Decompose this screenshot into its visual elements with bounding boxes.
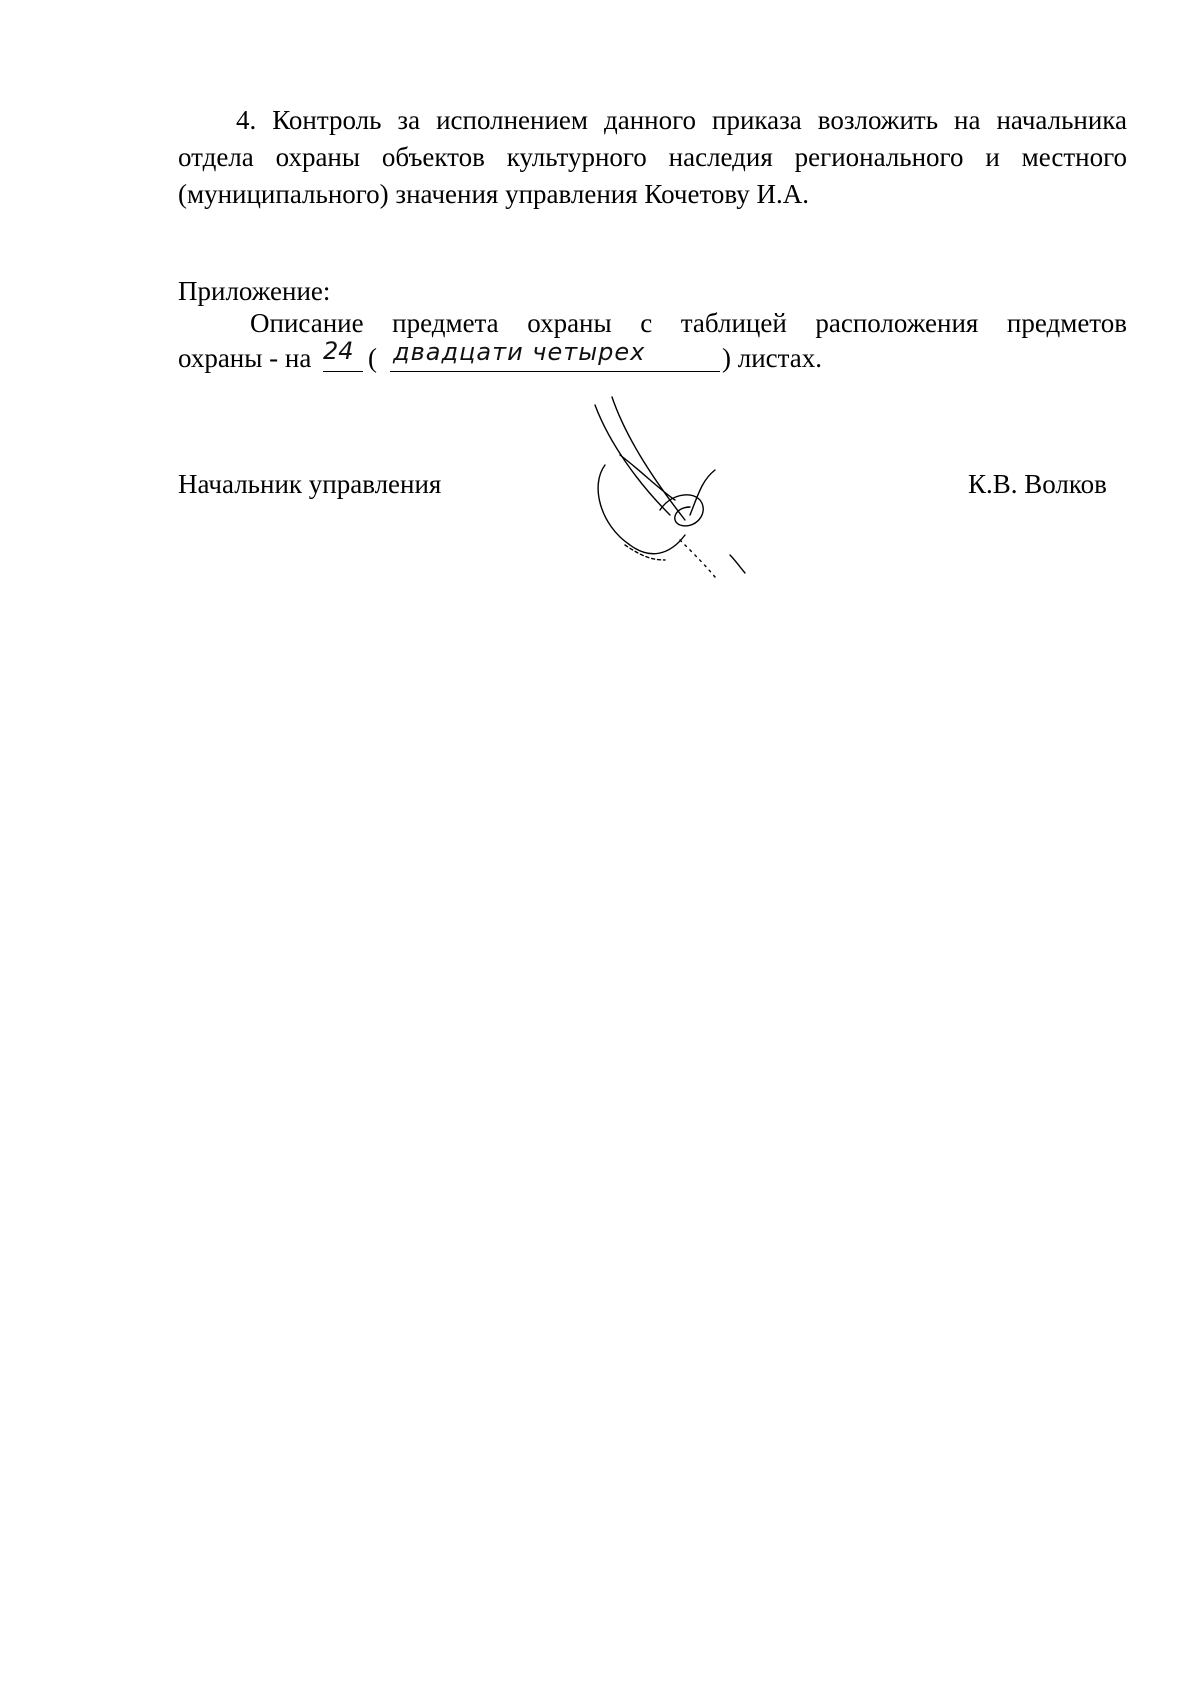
handwritten-sheet-count-words: двадцати четырех bbox=[393, 338, 646, 366]
appendix-heading: Приложение: bbox=[178, 276, 331, 306]
handwritten-signature bbox=[590, 395, 790, 580]
appendix-paren-open: ( bbox=[368, 343, 377, 373]
appendix-line-2-prefix: охраны - на bbox=[178, 343, 312, 373]
signatory-name: К.В. Волков bbox=[968, 469, 1107, 499]
signatory-title: Начальник управления bbox=[178, 469, 442, 499]
paragraph-4-line-3: (муниципального) значения управления Кочетову И.А. bbox=[178, 179, 809, 209]
paragraph-4-line-1: 4. Контроль за исполнением данного приказа возложить на начальника bbox=[236, 105, 1127, 135]
paragraph-4-line-2: отдела охраны объектов культурного наследия регионального и местного bbox=[178, 142, 1127, 172]
appendix-line-2-suffix: ) листах. bbox=[722, 343, 823, 373]
handwritten-sheet-count: 24 bbox=[323, 337, 354, 365]
fill-line-words bbox=[390, 371, 720, 372]
fill-line-number bbox=[323, 371, 363, 372]
appendix-line-1: Описание предмета охраны с таблицей расположения предметов bbox=[250, 308, 1127, 338]
